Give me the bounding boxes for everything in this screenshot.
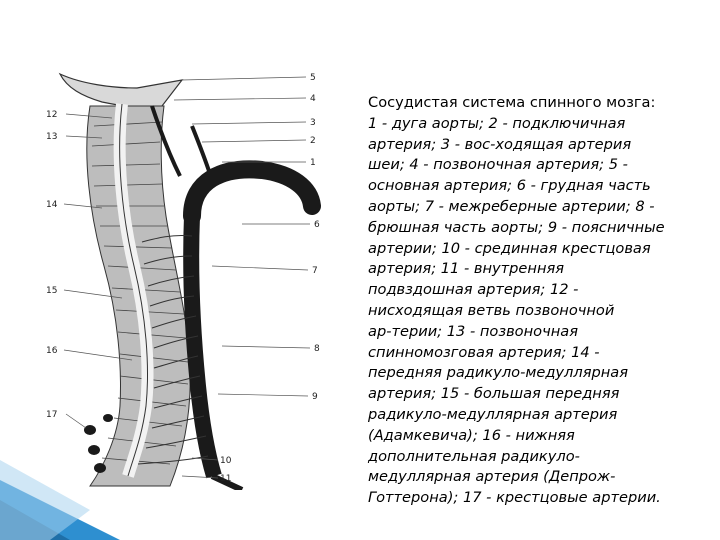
caption-line: аорты; 7 - межреберные артерии; 8 -: [368, 197, 655, 215]
caption-line: брюшная часть аорты; 9 - поясничные: [368, 218, 665, 236]
caption-line: подвздошная артерия; 12 -: [368, 281, 579, 299]
caption-line: Готтерона); 17 - крестцовые артерии.: [368, 489, 661, 507]
label-8: 8: [314, 344, 320, 354]
caption-line: нисходящая ветвь позвоночной: [368, 301, 615, 319]
skull-base: [60, 74, 182, 108]
label-11: 11: [220, 474, 232, 484]
caption-line: спинномозговая артерия; 14 -: [368, 343, 600, 361]
caption: [368, 93, 713, 509]
label-7: 7: [312, 266, 318, 276]
caption-line: шеи; 4 - позвоночная артерия; 5 -: [368, 156, 628, 174]
caption-line: артерия; 3 - вос-ходящая артерия: [368, 135, 632, 153]
label-9: 9: [312, 392, 318, 402]
caption-line: 1 - дуга аорты; 2 - подключичная: [368, 114, 626, 132]
caption-line: дополнительная радикуло-: [368, 447, 580, 465]
label-16: 16: [46, 346, 58, 356]
caption-body: [368, 114, 713, 509]
caption-line: ар-терии; 13 - позвоночная: [368, 322, 578, 340]
ascending-cervical-artery: [192, 126, 210, 174]
label-14: 14: [46, 200, 58, 210]
label-17: 17: [46, 410, 58, 420]
label-2: 2: [310, 136, 316, 146]
caption-line: (Адамкевича); 16 - нижняя: [368, 426, 575, 444]
caption-line: медуллярная артерия (Депрож-: [368, 468, 616, 486]
caption-line: передняя радикуло-медуллярная: [368, 364, 629, 382]
label-6: 6: [314, 220, 320, 230]
caption-title: Сосудистая система спинного мозга:: [368, 94, 656, 111]
caption-line: основная артерия; 6 - грудная часть: [368, 177, 651, 195]
label-15: 15: [46, 286, 58, 296]
label-13: 13: [46, 132, 58, 142]
aortic-arch: [192, 169, 312, 216]
spinal-vascular-diagram: [42, 66, 342, 490]
label-12: 12: [46, 110, 58, 120]
label-4: 4: [310, 94, 316, 104]
caption-line: артерия; 15 - большая передняя: [368, 385, 620, 403]
label-3: 3: [310, 118, 316, 128]
caption-line: артерия; 11 - внутренняя: [368, 260, 565, 278]
caption-line: радикуло-медуллярная артерия: [368, 405, 618, 423]
label-1: 1: [310, 158, 316, 168]
label-5: 5: [310, 73, 316, 83]
label-10: 10: [220, 456, 232, 466]
caption-line: артерии; 10 - срединная крестцовая: [368, 239, 651, 257]
